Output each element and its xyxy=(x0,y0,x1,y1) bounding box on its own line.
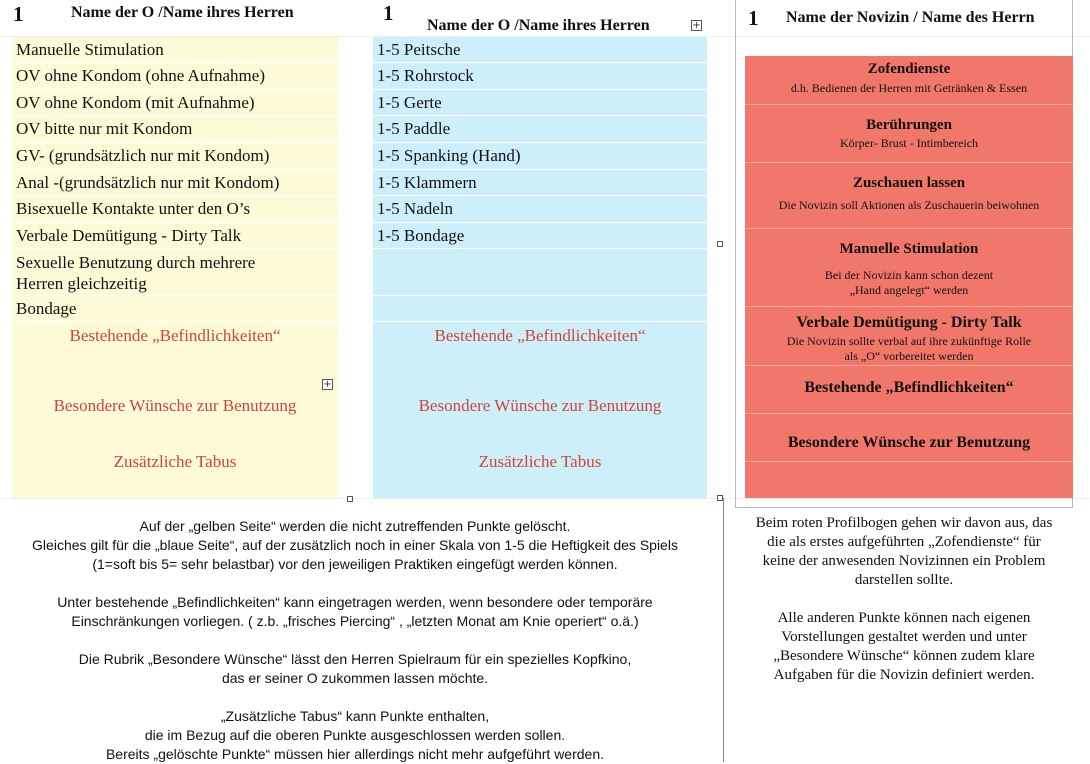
yellow-section-wuensche[interactable]: Besondere Wünsche zur Benutzung xyxy=(53,396,297,415)
column-divider xyxy=(723,498,724,762)
blue-panel xyxy=(373,37,707,498)
red-section-wuensche[interactable] xyxy=(745,414,1073,462)
yellow-header xyxy=(0,0,340,36)
red-item-desc: Die Novizin soll Aktionen als Zuschauerin beiwohnen xyxy=(778,198,1040,212)
red-header-title: Name der Novizin / Name des Herrn xyxy=(786,9,1035,26)
red-item-title: Verbale Demütigung - Dirty Talk xyxy=(796,314,1022,331)
blue-header xyxy=(360,0,710,36)
note-line: „Besondere Wünsche“ können zudem klare xyxy=(773,648,1035,664)
red-item-desc: als „O“ vorbereitet werden xyxy=(844,349,974,363)
red-section-title: Bestehende „Befindlichkeiten“ xyxy=(804,379,1014,396)
yellow-item[interactable]: OV ohne Kondom (mit Aufnahme) xyxy=(12,90,338,116)
yellow-section-befindlichkeiten[interactable]: Bestehende „Befindlichkeiten“ xyxy=(69,326,281,345)
blue-item[interactable]: 1-5 Gerte xyxy=(373,90,707,116)
yellow-item[interactable]: OV ohne Kondom (ohne Aufnahme) xyxy=(12,63,338,90)
yellow-number: 1 xyxy=(13,2,24,26)
yellow-item-line: Herren gleichzeitig xyxy=(16,274,147,293)
red-item-desc: „Hand angelegt“ werden xyxy=(849,283,969,297)
blue-section-tabus[interactable]: Zusätzliche Tabus xyxy=(478,452,602,471)
red-item-manuell[interactable] xyxy=(745,229,1073,307)
expand-plus-icon[interactable]: + xyxy=(692,20,701,31)
blue-item[interactable]: 1-5 Peitsche xyxy=(373,37,707,63)
note-line: „Zusätzliche Tabus“ kann Punkte enthalten, xyxy=(220,708,490,724)
note-line: Einschränkungen vorliegen. ( z.b. „frisches Piercing“ , „letzten Monat am Knie operiert“ o.ä.) xyxy=(71,613,639,629)
note-line: Vorstellungen gestaltet werden und unter xyxy=(781,629,1027,645)
red-item-zofendienste[interactable] xyxy=(745,56,1073,105)
red-section-title: Besondere Wünsche zur Benutzung xyxy=(787,434,1031,451)
note-line: Gleiches gilt für die „blaue Seite“, auf der zusätzlich noch in einer Skala von 1-5 die Heftigkeit des Spiels xyxy=(32,537,678,553)
blue-section-befindlichkeiten[interactable]: Bestehende „Befindlichkeiten“ xyxy=(434,326,646,345)
note-line: Beim roten Profilbogen gehen wir davon aus, das xyxy=(755,515,1053,531)
yellow-item[interactable]: Bisexuelle Kontakte unter den O’s xyxy=(12,196,338,223)
blue-item[interactable]: 1-5 Klammern xyxy=(373,170,707,196)
yellow-item-line: Sexuelle Benutzung durch mehrere xyxy=(16,253,256,272)
yellow-item[interactable]: Manuelle Stimulation xyxy=(12,37,338,63)
note-line: keine der anwesenden Novizinnen ein Problem xyxy=(762,553,1046,569)
note-line: Die Rubrik „Besondere Wünsche“ lässt den Herren Spielraum für ein spezielles Kopfkino, xyxy=(78,651,632,667)
blue-item[interactable]: 1-5 Rohrstock xyxy=(373,63,707,90)
red-item-verbal[interactable] xyxy=(745,307,1073,366)
red-section-befindlichkeiten[interactable] xyxy=(745,366,1073,414)
note-line: Alle anderen Punkte können nach eigenen xyxy=(777,610,1031,626)
note-line: Aufgaben für die Novizin definiert werden. xyxy=(773,667,1035,683)
yellow-header-title: Name der O /Name ihres Herren xyxy=(71,4,294,21)
yellow-panel xyxy=(12,37,338,498)
note-line: die im Bezug auf die oberen Punkte ausgeschlossen werden sollen. xyxy=(144,727,566,743)
red-item-desc: Bei der Novizin kann schon dezent xyxy=(824,268,994,282)
notes-right xyxy=(735,514,1073,685)
red-item-zuschauen[interactable] xyxy=(745,163,1073,229)
blue-item[interactable]: 1-5 Bondage xyxy=(373,223,707,249)
blue-empty-row[interactable] xyxy=(373,296,707,322)
blue-item[interactable]: 1-5 Spanking (Hand) xyxy=(373,143,707,170)
red-item-title: Zuschauen lassen xyxy=(852,175,966,191)
red-item-title: Manuelle Stimulation xyxy=(839,241,979,257)
blue-section-wuensche[interactable]: Besondere Wünsche zur Benutzung xyxy=(418,396,662,415)
note-line: die als erstes aufgeführten „Zofendienste“ für xyxy=(767,534,1041,550)
red-item-desc: Die Novizin sollte verbal auf ihre zukünftige Rolle xyxy=(786,334,1032,348)
yellow-item[interactable]: Anal -(grundsätzlich nur mit Kondom) xyxy=(12,170,338,196)
yellow-item-multiline[interactable] xyxy=(12,249,338,296)
red-empty-row[interactable] xyxy=(745,462,1073,498)
notes-left xyxy=(0,517,710,764)
red-item-title: Berührungen xyxy=(866,117,952,133)
blue-number: 1 xyxy=(383,1,394,25)
red-panel xyxy=(745,56,1073,498)
yellow-item[interactable]: OV bitte nur mit Kondom xyxy=(12,116,338,143)
note-line: das er seiner O zukommen lassen möchte. xyxy=(221,670,489,686)
blue-header-title: Name der O /Name ihres Herren xyxy=(427,17,650,34)
red-header xyxy=(735,0,1073,40)
red-item-title: Zofendienste xyxy=(867,61,951,77)
red-item-beruehrungen[interactable] xyxy=(745,105,1073,163)
red-item-desc: d.h. Bedienen der Herren mit Getränken & Essen xyxy=(790,81,1028,95)
note-line: (1=soft bis 5= sehr belastbar) vor den jeweiligen Praktiken eingefügt werden können. xyxy=(92,556,618,572)
note-line: darstellen sollte. xyxy=(854,572,954,588)
expand-plus-icon[interactable]: + xyxy=(323,379,332,390)
resize-handle-icon[interactable] xyxy=(717,241,723,247)
yellow-item[interactable]: Verbale Demütigung - Dirty Talk xyxy=(12,223,338,249)
yellow-section-tabus[interactable]: Zusätzliche Tabus xyxy=(113,452,237,471)
red-number: 1 xyxy=(748,6,759,30)
note-line: Bereits „gelöschte Punkte“ müssen hier allerdings nicht mehr aufgeführt werden. xyxy=(105,746,605,762)
blue-item[interactable]: 1-5 Paddle xyxy=(373,116,707,143)
yellow-item[interactable]: Bondage xyxy=(12,296,338,322)
blue-item[interactable]: 1-5 Nadeln xyxy=(373,196,707,223)
note-line: Unter bestehende „Befindlichkeiten“ kann eingetragen werden, wenn besondere oder temporäre xyxy=(57,594,653,610)
blue-empty-row[interactable] xyxy=(373,249,707,296)
note-line: Auf der „gelben Seite“ werden die nicht zutreffenden Punkte gelöscht. xyxy=(139,518,571,534)
yellow-item[interactable]: GV- (grundsätzlich nur mit Kondom) xyxy=(12,143,338,170)
resize-handle-icon[interactable] xyxy=(347,496,353,502)
red-item-desc: Körper- Brust - Intimbereich xyxy=(839,136,979,150)
